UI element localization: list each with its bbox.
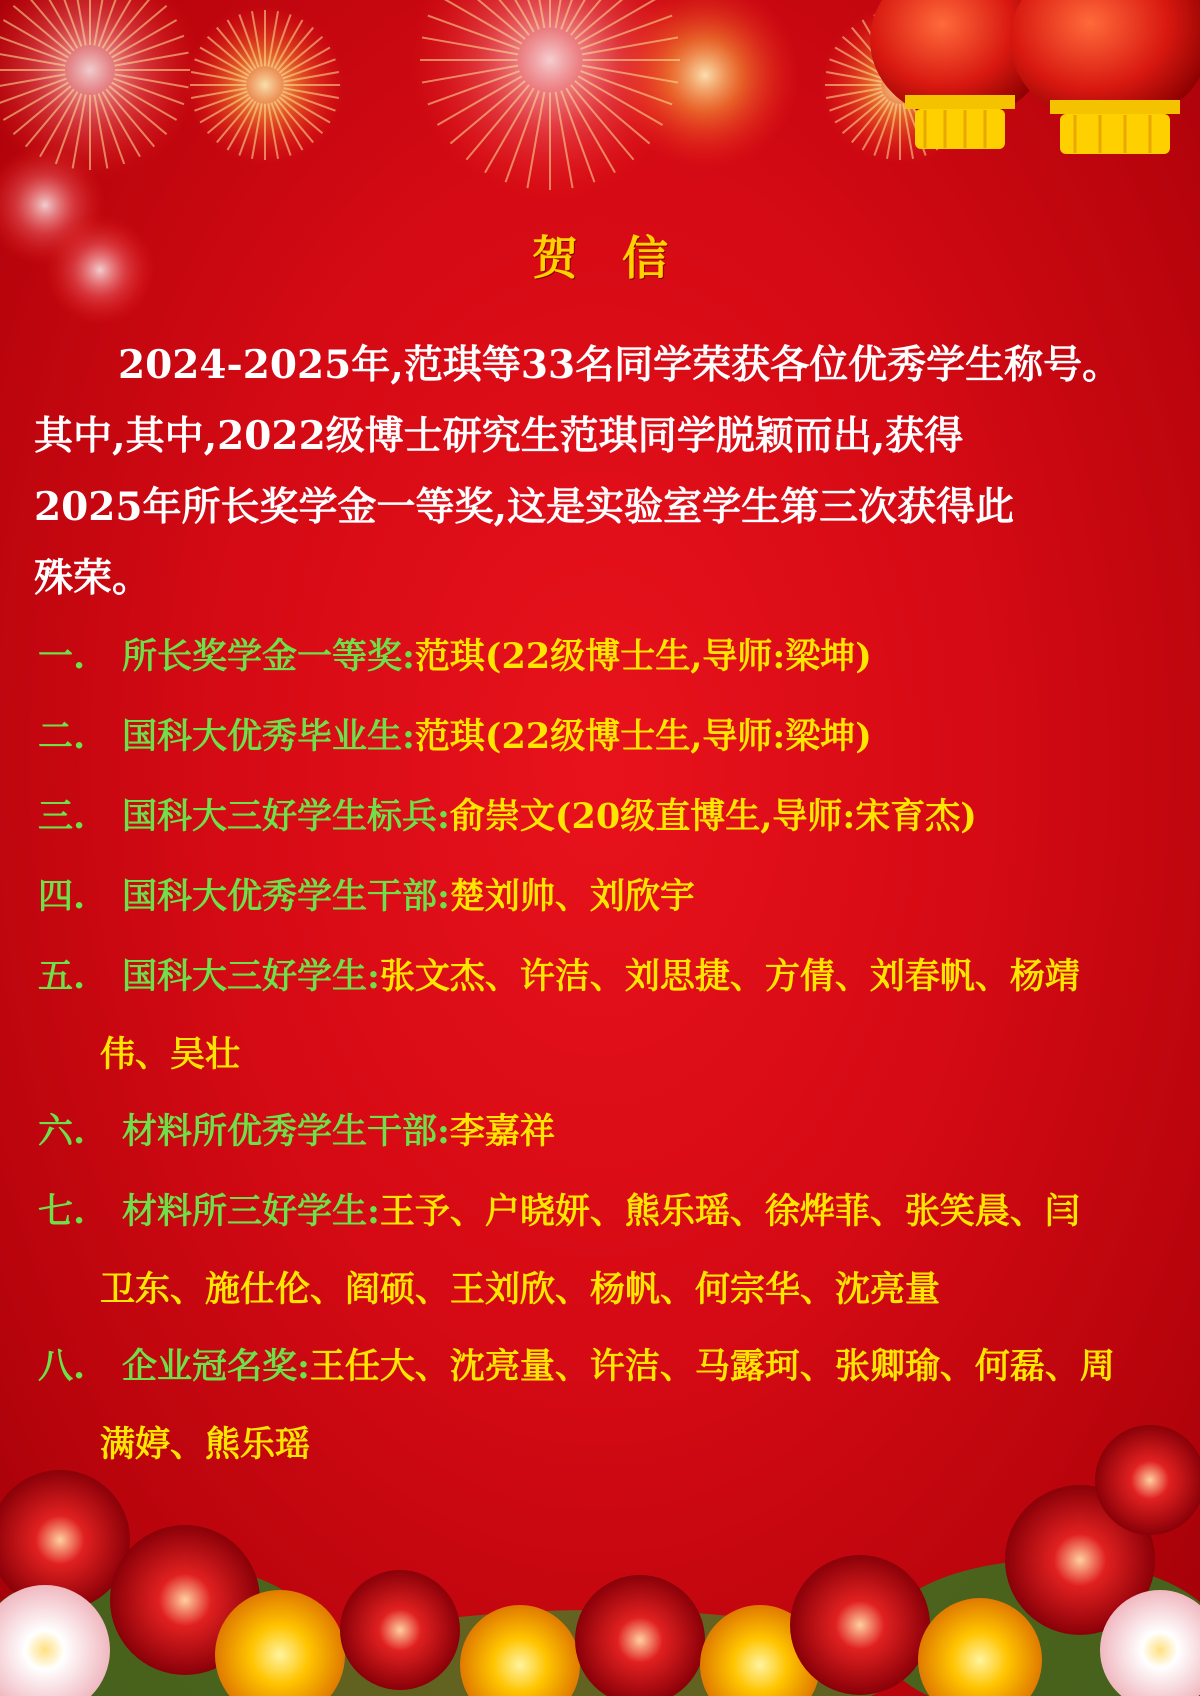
award-names: 俞崇文(20级直博生,导师:宋育杰) xyxy=(449,796,977,837)
award-item xyxy=(38,1328,1168,1484)
award-category: 国科大三好学生标兵: xyxy=(122,796,450,837)
award-names: 楚刘帅、刘欣宇 xyxy=(449,876,695,917)
lantern-icon xyxy=(870,0,1200,154)
award-category: 所长奖学金一等奖: xyxy=(122,636,415,677)
award-number: 二. xyxy=(38,716,86,757)
award-names: 范琪(22级博士生,导师:梁坤) xyxy=(414,636,872,677)
award-item xyxy=(38,698,1168,776)
award-item xyxy=(38,938,1168,1094)
award-names: 范琪(22级博士生,导师:梁坤) xyxy=(414,716,872,757)
intro-line-4: 殊荣。 xyxy=(34,555,152,601)
award-item xyxy=(38,858,1168,936)
award-item xyxy=(38,778,1168,856)
intro-line-3: 2025年所长奖学金一等奖,这是实验室学生第三次获得此 xyxy=(34,484,1015,530)
award-number: 六. xyxy=(38,1111,86,1152)
award-category: 材料所优秀学生干部: xyxy=(122,1111,450,1152)
award-category: 材料所三好学生: xyxy=(122,1191,380,1232)
award-names-continued: 满婷、熊乐瑶 xyxy=(100,1424,311,1465)
award-names: 王任大、沈亮量、许洁、马露珂、张卿瑜、何磊、周 xyxy=(309,1346,1115,1387)
award-names: 张文杰、许洁、刘思捷、方倩、刘春帆、杨靖 xyxy=(379,956,1080,997)
intro-line-2: 其中,其中,2022级博士研究生范琪同学脱颖而出,获得 xyxy=(34,413,964,459)
award-category: 企业冠名奖: xyxy=(122,1346,310,1387)
intro-line-1: 2024-2025年,范琪等33名同学荣获各位优秀学生称号。 xyxy=(118,342,1122,388)
award-names: 李嘉祥 xyxy=(449,1111,555,1152)
award-number: 五. xyxy=(38,956,86,997)
award-number: 八. xyxy=(38,1346,86,1387)
award-number: 三. xyxy=(38,796,86,837)
award-category: 国科大优秀毕业生: xyxy=(122,716,415,757)
award-number: 一. xyxy=(38,636,86,677)
page-title: 贺信 xyxy=(532,231,712,285)
award-names-continued: 卫东、施仕伦、阎硕、王刘欣、杨帆、何宗华、沈亮量 xyxy=(100,1269,941,1310)
award-category: 国科大三好学生: xyxy=(122,956,380,997)
award-category: 国科大优秀学生干部: xyxy=(122,876,450,917)
award-item xyxy=(38,1093,1168,1171)
award-number: 四. xyxy=(38,876,86,917)
award-number: 七. xyxy=(38,1191,86,1232)
award-item xyxy=(38,618,1168,696)
award-names: 王予、户晓妍、熊乐瑶、徐烨菲、张笑晨、闫 xyxy=(379,1191,1080,1232)
award-names-continued: 伟、吴壮 xyxy=(100,1034,241,1075)
intro-paragraph xyxy=(34,330,1170,614)
award-item xyxy=(38,1173,1168,1329)
